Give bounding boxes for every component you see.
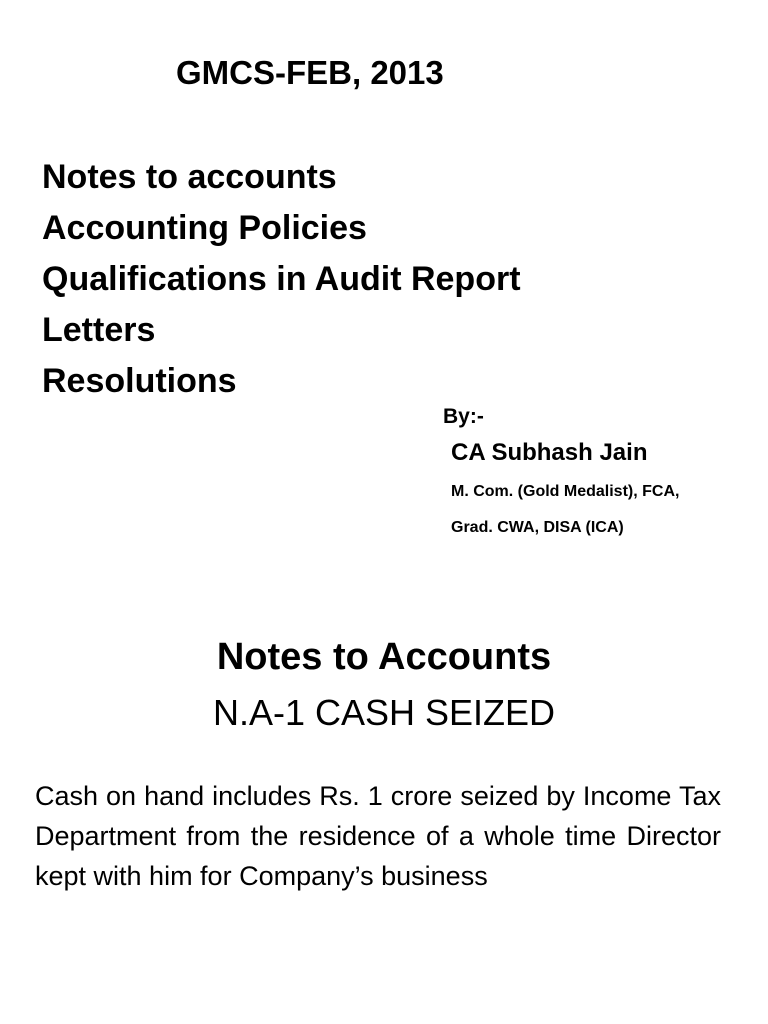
topic-item: Notes to accounts xyxy=(42,158,337,196)
section-title: Notes to Accounts xyxy=(216,636,552,678)
author-block xyxy=(443,402,679,546)
document-title: GMCS-FEB, 2013 xyxy=(176,54,444,91)
note-body-text: Cash on hand includes Rs. 1 crore seized by Income Tax Department from the residence of a whole time Director kept with him for Company’s business xyxy=(35,781,721,891)
topics-list xyxy=(42,152,521,407)
section-subtitle: N.A-1 CASH SEIZED xyxy=(212,692,556,733)
topic-item: Letters xyxy=(42,311,156,349)
author-credentials-line2: Grad. CWA, DISA (ICA) xyxy=(451,519,624,536)
topic-item: Resolutions xyxy=(42,362,237,400)
author-name: CA Subhash Jain xyxy=(451,439,648,466)
author-credentials-line1: M. Com. (Gold Medalist), FCA, xyxy=(451,483,680,500)
topic-item: Accounting Policies xyxy=(42,209,367,247)
topic-item: Qualifications in Audit Report xyxy=(42,260,521,298)
by-label: By:- xyxy=(443,405,484,428)
